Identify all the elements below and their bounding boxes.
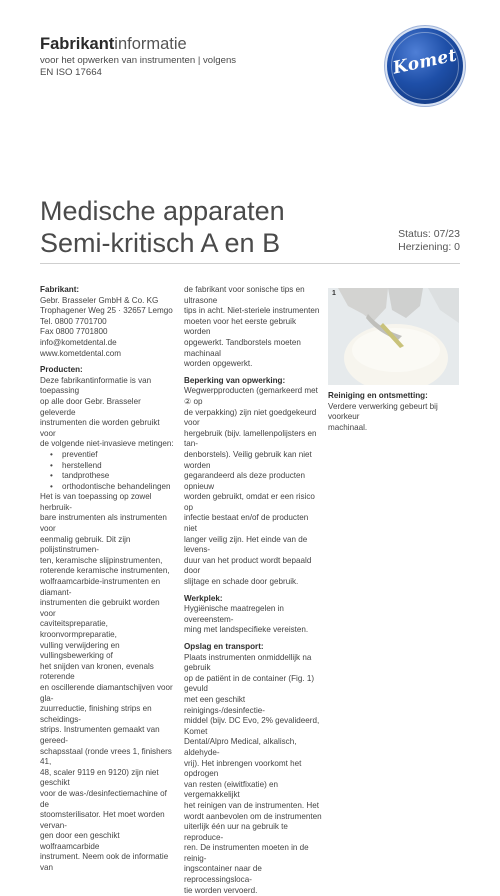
col2-intro-line: de fabrikant voor sonische tips en ultrasone <box>184 285 305 305</box>
bullet-item: • herstellend <box>62 461 175 472</box>
header-title-light: informatie <box>114 35 187 53</box>
divider <box>40 263 460 264</box>
document-title-line2: Semi-kritisch A en B <box>40 228 281 258</box>
limit-body-line: slijtage en schade door gebruik. <box>184 577 299 587</box>
figure-1-photo <box>328 288 459 385</box>
products-body-line: en oscillerende diamantschijven voor gla- <box>40 682 173 703</box>
cleaning-body-line: machinaal. <box>328 422 368 432</box>
products-bullet-list <box>40 450 175 492</box>
manufacturer-line: Gebr. Brasseler GmbH & Co. KG <box>40 295 159 305</box>
figure-number: 1 <box>332 290 336 297</box>
manufacturer-line: info@kometdental.de <box>40 337 117 347</box>
workplace-body-line: Hygiënische maatregelen in overeenstem- <box>184 604 284 624</box>
manufacturer-line: Trophagener Weg 25 · 32657 Lemgo <box>40 306 173 316</box>
komet-logo <box>387 28 463 104</box>
revision: Herziening: 0 <box>398 241 460 253</box>
workplace-heading: Werkplek: <box>184 593 223 603</box>
bullet-item: • tandprothese <box>62 471 175 482</box>
products-body-line: 48, scaler 9119 en 9120) zijn niet geschikt <box>40 767 159 788</box>
column-3 <box>328 391 463 433</box>
limit-body-line: gegarandeerd als deze producten opnieuw <box>184 471 306 491</box>
header-title <box>40 35 187 54</box>
limit-heading: Beperking van opwerking: <box>184 375 286 385</box>
manufacturer-line: Tel. 0800 7701700 <box>40 316 107 326</box>
storage-body-line: van resten (eiwitfixatie) en vergemakkelijkt <box>184 779 279 800</box>
limit-body-line: worden gebruikt, omdat er een risico op <box>184 492 315 512</box>
products-body-line: voor de was-/desinfectiemachine of de <box>40 788 167 809</box>
col2-intro <box>184 285 322 370</box>
column-2 <box>184 285 322 896</box>
bullet-item: • orthodontische behandelingen <box>62 482 175 493</box>
document-title <box>40 195 285 259</box>
products-body-line: instrument. Neem ook de informatie van <box>40 852 169 873</box>
manufacturer-block <box>40 296 175 360</box>
products-intro-line: Deze fabrikantinformatie is van toepassing <box>40 375 152 396</box>
products-body <box>40 492 175 873</box>
storage-body-line: Plaats instrumenten onmiddellijk na gebruik <box>184 652 312 673</box>
products-body-line: bare instrumenten als instrumenten voor <box>40 513 167 534</box>
products-body-line: vulling verwijdering en vullingsbewerking of <box>40 640 120 661</box>
header-title-bold: Fabrikant <box>40 35 115 53</box>
storage-body-line: middel (bijv. DC Evo, 2% gevalideerd, Komet <box>184 716 320 736</box>
storage-body-line: ren. De instrumenten moeten in de reinig- <box>184 843 309 863</box>
status-date: Status: 07/23 <box>398 228 460 240</box>
logo-text: Komet <box>391 45 459 79</box>
products-intro-line: de volgende niet-invasieve metingen: <box>40 439 174 449</box>
products-intro <box>40 376 175 450</box>
storage-body-line: ingscontainer naar de reprocessingsloca- <box>184 864 262 885</box>
manufacturer-line: Fax 0800 7701800 <box>40 327 108 337</box>
storage-heading: Opslag en transport: <box>184 642 264 651</box>
manufacturer-heading: Fabrikant: <box>40 285 80 294</box>
products-body-line: stoomsterilisator. Het moet worden vervan- <box>40 810 165 830</box>
storage-body-line: het reinigen van de instrumenten. Het <box>184 800 319 810</box>
manufacturer-line: www.kometdental.com <box>40 348 121 358</box>
limit-body-line: de verpakking) zijn niet goedgekeurd voor <box>184 407 317 428</box>
products-intro-line: op alle door Gebr. Brasseler geleverde <box>40 396 141 417</box>
storage-body-line: wordt aanbevolen om de instrumenten <box>184 811 322 821</box>
gloved-hand-container-image <box>328 288 459 385</box>
products-body-line: ten, keramische slijpinstrumenten, <box>40 555 163 565</box>
storage-body-line: op de patiënt in de container (Fig. 1) gevuld <box>184 673 315 694</box>
products-body-line: Het is van toepassing op zowel herbruik- <box>40 492 152 512</box>
col2-intro-line: opgewerkt. Tandborstels moeten machinaal <box>184 337 301 358</box>
document-title-line1: Medische apparaten <box>40 196 285 226</box>
products-body-line: instrumenten die gebruikt worden voor <box>40 598 160 618</box>
products-body-line: roterende keramische instrumenten, <box>40 566 170 576</box>
products-body-line: caviteitspreparatie, kroonvormpreparatie, <box>40 619 117 639</box>
products-body-line: zuurreductie, finishing strips en scheidings- <box>40 704 152 724</box>
limit-body-line: langer veilig zijn. Het einde van de levens- <box>184 534 308 555</box>
storage-body-line: tie worden vervoerd. <box>184 885 258 895</box>
cleaning-body-line: Verdere verwerking gebeurt bij voorkeur <box>328 401 438 422</box>
storage-body <box>184 653 322 896</box>
limit-body-line: hergebruik (bijv. lamellenpolijsters en tan- <box>184 428 317 449</box>
limit-body-line: duur van het product wordt bepaald door <box>184 555 312 576</box>
cleaning-heading: Reiniging en ontsmetting: <box>328 391 428 400</box>
products-body-line: strips. Instrumenten gemaakt van gereed- <box>40 725 160 745</box>
workplace-body <box>184 604 322 636</box>
cleaning-body <box>328 402 463 434</box>
storage-body-line: Dental/Alpro Medical, alkalisch, aldehyde- <box>184 737 297 757</box>
products-intro-line: instrumenten die worden gebruikt voor <box>40 418 160 438</box>
header-subtitle-block <box>40 55 236 79</box>
storage-body-line: met een geschikt reinigings-/desinfectie- <box>184 694 265 715</box>
limit-body-line: denborstels). Veilig gebruik kan niet worden <box>184 449 312 470</box>
bullet-item: • preventief <box>62 450 175 461</box>
col2-intro-line: moeten voor het eerste gebruik worden <box>184 316 297 337</box>
products-body-line: schapsstaal (ronde vrees 1, finishers 41, <box>40 746 172 767</box>
col2-intro-line: worden opgewerkt. <box>184 359 253 369</box>
limit-body-line: infectie bestaat en/of de producten niet <box>184 513 309 534</box>
storage-body-line: uiterlijk één uur na gebruik te reproduce- <box>184 822 288 842</box>
products-heading: Producten: <box>40 365 83 375</box>
header-norm: EN ISO 17664 <box>40 67 102 78</box>
workplace-body-line: ming met landspecifieke vereisten. <box>184 625 309 635</box>
document-status <box>398 228 460 254</box>
products-body-line: wolfraamcarbide-instrumenten en diamant- <box>40 577 161 597</box>
limit-body <box>184 386 322 587</box>
column-1 <box>40 285 175 874</box>
header-subtitle: voor het opwerken van instrumenten | volgens <box>40 55 237 66</box>
products-body-line: het snijden van kronen, evenals roterende <box>40 661 154 682</box>
products-body-line: gen door een geschikt wolfraamcarbide <box>40 831 120 851</box>
col2-intro-line: tips in acht. Niet-steriele instrumenten <box>184 306 320 316</box>
storage-body-line: vrij). Het inbrengen voorkomt het opdrogen <box>184 758 302 779</box>
products-body-line: eenmalig gebruik. Dit zijn polijstinstrumen- <box>40 534 131 555</box>
limit-body-line: Wegwerpproducten (gemarkeerd met ② op <box>184 386 318 406</box>
